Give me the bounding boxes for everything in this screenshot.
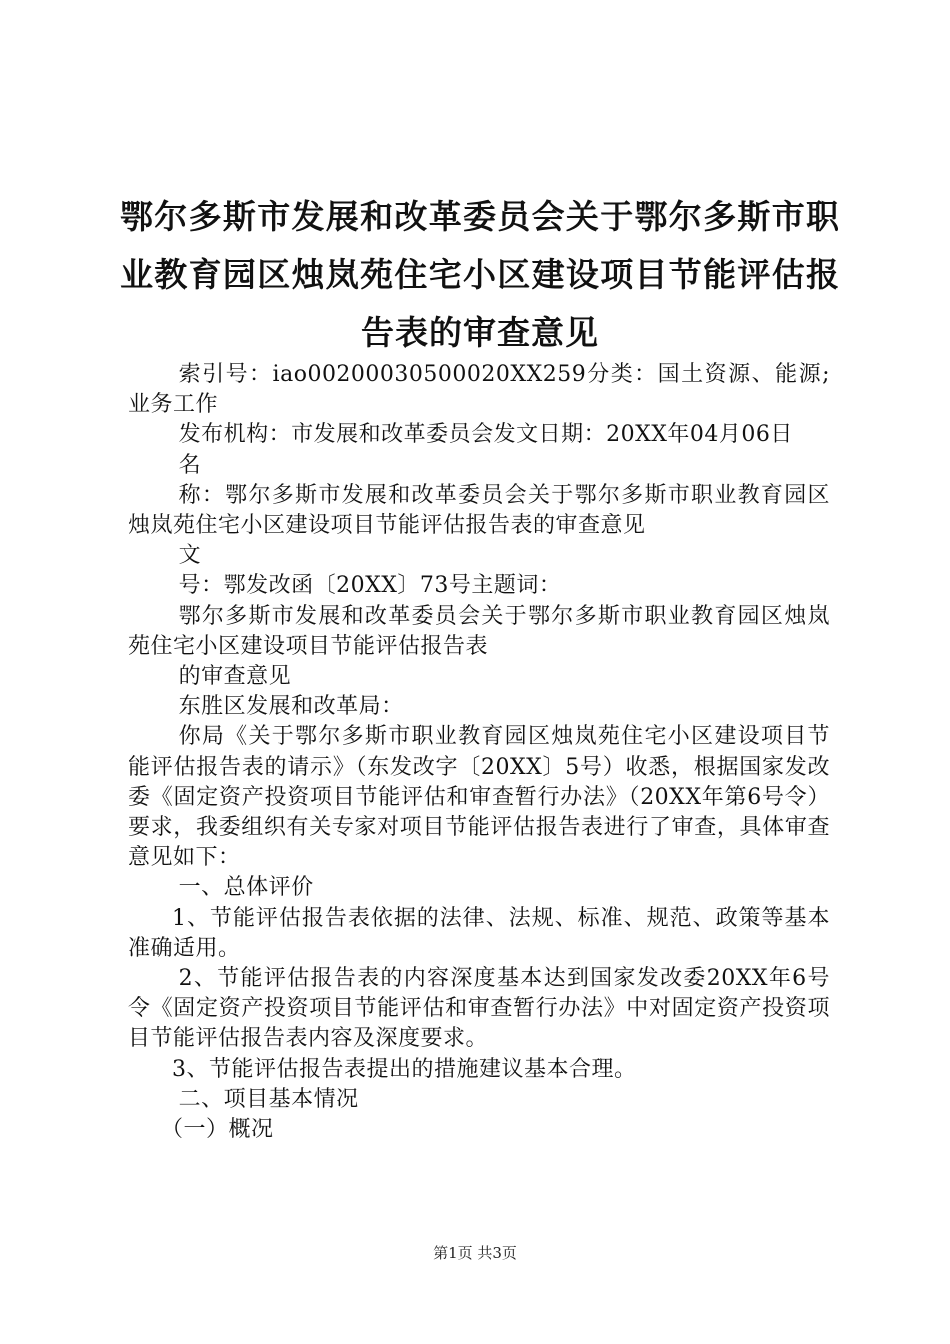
paragraph-doc-no-label: 文 [178, 543, 202, 569]
document-body [128, 360, 830, 1145]
paragraph-item-2: 2、节能评估报告表的内容深度基本达到国家发改委20XX年6号令《固定资产投资项目节能评估和审查暂行办法》中对固定资产投资项目节能评估报告表内容及深度要求。 [128, 966, 830, 1052]
paragraph-doc-no-value: 号：鄂发改函〔20XX〕73号主题词： [178, 573, 562, 599]
paragraph-item-3: 3、节能评估报告表提出的措施建议基本合理。 [172, 1056, 637, 1082]
paragraph-item-1: 1、节能评估报告表依据的法律、法规、标准、规范、政策等基本准确适用。 [128, 905, 830, 961]
paragraph-recipient: 东胜区发展和改革局： [178, 694, 404, 720]
paragraph-intro: 你局《关于鄂尔多斯市职业教育园区烛岚苑住宅小区建设项目节能评估报告表的请示》（东发改字〔20XX〕5号）收悉，根据国家发改委《固定资产投资项目节能评估和审查暂行办法》（20XX年第6号令）要求，我委组织有关专家对项目节能评估报告表进行了审查，具体审查意见如下： [128, 724, 830, 871]
page-number: 第1页 共3页 [433, 1244, 517, 1262]
paragraph-name-label: 名 [178, 452, 202, 478]
paragraph-name-value: 称：鄂尔多斯市发展和改革委员会关于鄂尔多斯市职业教育园区烛岚苑住宅小区建设项目节能评估报告表的审查意见 [128, 482, 830, 539]
paragraph-index-number: 索引号：iao00200030500020XX259分类：国土资源、能源;业务工作 [128, 362, 830, 418]
paragraph-subject-heading-end: 的审查意见 [178, 664, 292, 690]
paragraph-publisher: 发布机构：市发展和改革委员会发文日期：20XX年04月06日 [178, 422, 793, 448]
subsection-heading-overview: （一）概况 [161, 1117, 274, 1143]
paragraph-subject-heading: 鄂尔多斯市发展和改革委员会关于鄂尔多斯市职业教育园区烛岚苑住宅小区建设项目节能评估报告表 [128, 603, 830, 659]
document-title: 鄂尔多斯市发展和改革委员会关于鄂尔多斯市职业教育园区烛岚苑住宅小区建设项目节能评估报告表的审查意见 [120, 197, 840, 352]
section-heading-project: 二、项目基本情况 [178, 1086, 359, 1112]
section-heading-overall: 一、总体评价 [178, 875, 314, 901]
